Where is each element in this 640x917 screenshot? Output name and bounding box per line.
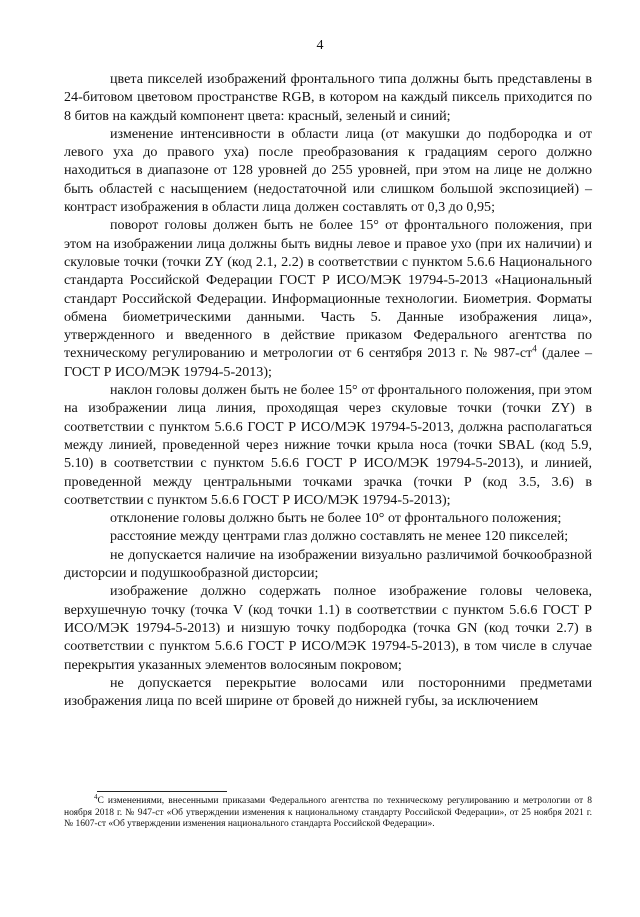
footnote-text: С изменениями, внесенными приказами Федерального агентства по техническому регулированию и метрологии от 8 ноября 2018 г. № 947-ст «Об утверждении изменения к национальному стандарту Российской Федерации», от 25 ноября 2021 г. № 1607-ст «Об утверждении изменения национального стандарта Российской Федерации». (64, 796, 592, 830)
document-body (64, 70, 592, 710)
paragraph-text: расстояние между центрами глаз должно составлять не менее 120 пикселей; (110, 528, 569, 545)
paragraph-distortion (64, 546, 592, 583)
footnote-reference: 4 (532, 343, 537, 354)
paragraph-rgb-color-space (64, 70, 592, 125)
paragraph-text: изображение должно содержать полное изображение головы человека, верхушечную точку (точка V (код точки 1.1) в соответствии с пунктом 5.6.6 ГОСТ Р ИСО/МЭК 19794-5-2013) и низшую точку подбородка (точка GN (код точки 2.7) в соответствии с пунктом 5.6.6 ГОСТ Р ИСО/МЭК 19794-5-2013), в том числе в случае перекрытия указанных элементов волосяным покровом; (64, 583, 592, 673)
paragraph-text: изменение интенсивности в области лица (от макушки до подбородка и от левого уха до правого уха) после преобразования к градациям серого должно находиться в диапазоне от 128 уровней до 255 уровней, при этом на лице не должно быть областей с насыщением (недостаточной или слишком большой экспозицией) – контраст изображения в области лица должен составлять от 0,3 до 0,95; (64, 125, 592, 216)
paragraph-text-continued: (далее – ГОСТ Р ИСО/МЭК 19794-5-2013); (64, 345, 592, 380)
page-number: 4 (316, 38, 324, 53)
paragraph-head-rotation (64, 216, 592, 381)
footnote-marker: 4 (94, 792, 98, 801)
paragraph-text: не допускается наличие на изображении визуально различимой бочкообразной дисторсии и подушкообразной дисторсии; (64, 546, 592, 582)
paragraph-intensity-range (64, 125, 592, 216)
paragraph-text: цвета пикселей изображений фронтального типа должны быть представлены в 24-битовом цветовом пространстве RGB, в котором на каждый пиксель приходится по 8 битов на каждый компонент цвета: красный, зеленый и синий; (64, 71, 592, 124)
footnote (64, 792, 592, 831)
paragraph-text: не допускается перекрытие волосами или посторонними предметами изображения лица по всей ширине от бровей до нижней губы, за исключением (64, 674, 592, 710)
paragraph-full-head (64, 582, 592, 673)
paragraph-head-tilt (64, 381, 592, 509)
paragraph-face-occlusion (64, 674, 592, 711)
paragraph-text: наклон головы должен быть не более 15° от фронтального положения, при этом на изображении лица линия, проходящая через скуловые точки (точки ZY) в соответствии с пунктом 5.6.6 ГОСТ Р ИСО/МЭК 19794-5-2013, должна располагаться между линией, проведенной через нижние точки крыла носа (точки SBAL (код 5.9, 5.10) в соответствии с пунктом 5.6.6 ГОСТ Р ИСО/МЭК 19794-5-2013), и линией, проведенной между центральными точками зрачка (точки P (код 3.5, 3.6) в соответствии с пунктом 5.6.6 ГОСТ Р ИСО/МЭК 19794-5-2013); (64, 382, 592, 508)
paragraph-text: отклонение головы должно быть не более 10° от фронтального положения; (110, 510, 562, 527)
paragraph-head-deviation (64, 509, 592, 527)
footnote-divider (97, 791, 227, 792)
paragraph-eye-distance (64, 527, 592, 545)
paragraph-text: поворот головы должен быть не более 15° от фронтального положения, при этом на изображении лица должны быть видны левое и правое ухо (при их наличии) и скуловые точки (точки ZY (код 2.1, 2.2) в соответствии с пунктом 5.6.6 Национального стандарта Российской Федерации ГОСТ Р ИСО/МЭК 19794-5-2013 «Национальный стандарт Российской Федерации. Информационные технологии. Биометрия. Форматы обмена биометрическими данными. Часть 5. Данные изображения лица», утвержденного и введенного в действие приказом Федерального агентства по техническому регулированию и метрологии от 6 сентября 2013 г. № 987-ст (64, 217, 592, 362)
